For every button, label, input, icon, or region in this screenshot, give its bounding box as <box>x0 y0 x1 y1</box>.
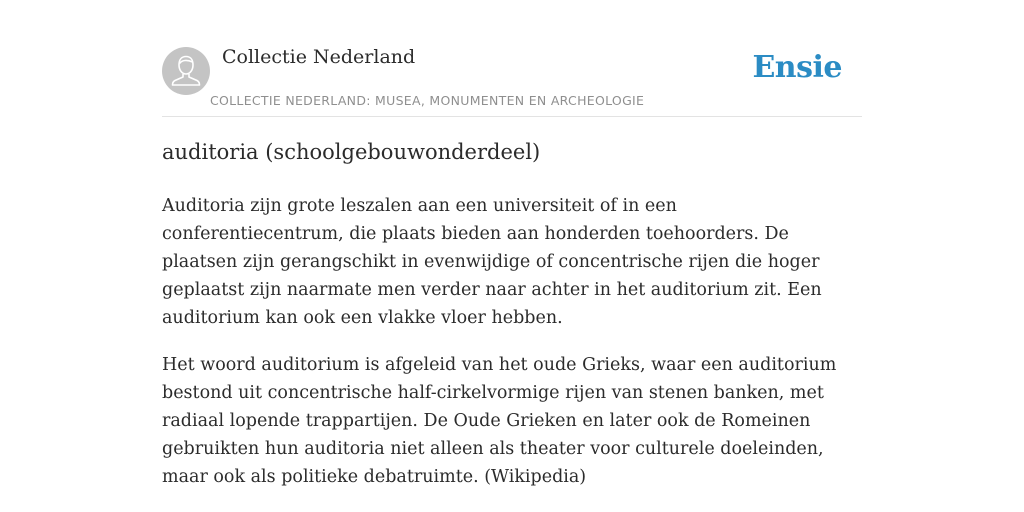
page-title: auditoria (schoolgebouwonderdeel) <box>162 140 541 164</box>
paragraph: Auditoria zijn grote leszalen aan een universiteit of in een conferentiecentrum, die plaats bieden aan honderden toehoorders. De plaatsen zijn gerangschikt in evenwijdige of concentrische rijen die hoger geplaatst zijn naarmate men verder naar achter in het auditorium zit. Een auditorium kan ook een vlakke vloer hebben. <box>162 196 822 328</box>
header <box>162 44 862 117</box>
article-body <box>162 192 862 510</box>
user-silhouette-icon <box>162 47 210 95</box>
author-name[interactable]: Collectie Nederland <box>222 46 416 68</box>
paragraph: Het woord auditorium is afgeleid van het oude Grieks, waar een auditorium bestond uit concentrische half-cirkelvormige rijen van stenen banken, met radiaal lopende trappartijen. De Oude Grieken en later ook de Romeinen gebruikten hun auditoria niet alleen als theater voor culturele doeleinden, maar ook als politieke debatruimte. (Wikipedia) <box>162 355 837 487</box>
ensie-logo[interactable]: Ensie <box>752 50 842 85</box>
source-name[interactable]: COLLECTIE NEDERLAND: MUSEA, MONUMENTEN EN ARCHEOLOGIE <box>210 93 645 108</box>
avatar[interactable] <box>162 47 210 95</box>
